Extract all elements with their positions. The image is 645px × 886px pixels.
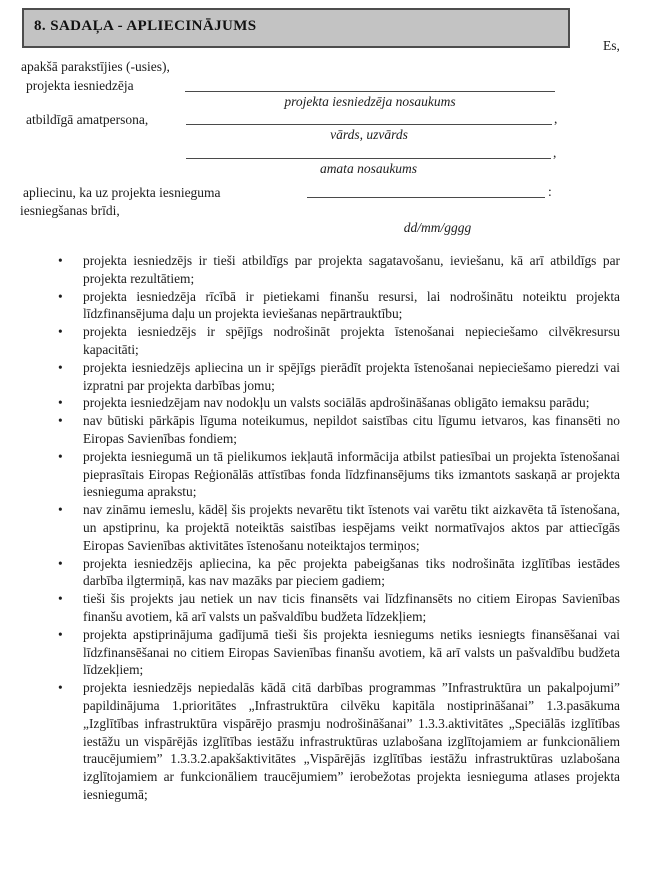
declaration-list (83, 252, 620, 804)
declaration-bullet: • projekta iesniedzējs ir tieši atbildīgs par projekta sagatavošanu, ieviešanu, kā arī atbildīgs par projekta rezultātiem; (83, 252, 620, 288)
declaration-bullet: • projekta iesniedzējs apliecina un ir spējīgs pierādīt projekta īstenošanai nepieciešamo pieredzi vai izpratni par projekta darbības jomu; (83, 359, 620, 395)
name-surname-caption: vārds, uzvārds (330, 127, 408, 142)
section-title: 8. SADAĻA - APLIECINĀJUMS (34, 18, 257, 34)
applicant-name-line (185, 78, 555, 92)
position-title-line (186, 145, 551, 159)
comma-mark: , (554, 111, 558, 126)
section-header-box (22, 8, 570, 48)
name-surname-line (186, 111, 552, 125)
declaration-bullet: • projekta iesniedzējs ir spējīgs nodrošināt projekta īstenošanai nepieciešamo cilvēkresursu kapacitāti; (83, 323, 620, 359)
position-title-caption: amata nosaukums (319, 161, 418, 176)
signed-below-label: apakšā parakstījies (-usies), (21, 59, 170, 74)
responsible-official-label: atbildīgā amatpersona, (26, 112, 149, 127)
applicant-label: projekta iesniedzēja (26, 78, 134, 93)
applicant-name-caption: projekta iesniedzēja nosaukums (284, 94, 456, 109)
declaration-bullet: • nav būtiski pārkāpis līguma noteikumus, nepildot saistības citu līgumu ietvaros, kas finansēti no Eiropas Savienības fondiem; (83, 412, 620, 448)
colon-mark: : (548, 184, 552, 199)
date-format-caption: dd/mm/gggg (403, 220, 472, 235)
certify-label-line2: iesniegšanas brīdi, (20, 203, 120, 218)
comma-mark: , (553, 145, 557, 160)
declaration-bullet: • nav zināmu iemeslu, kādēļ šis projekts nevarētu tikt īstenots vai varētu tikt aizkavēta tā īstenošana, un apstiprinu, ka projektā noteiktās saistības iespējams veikt normatīvajos aktos par attiecīgās Eiropas Savienības aktivitātes īstenošanu noteiktajos termiņos; (83, 501, 620, 554)
declaration-bullet: • projekta apstiprinājuma gadījumā tieši šis projekta iesniegums netiks iesniegts finansēšanai vai līdzfinansēšanai no citiem Eiropas Savienības finanšu avotiem, kā arī valsts un pašvaldību budžeta līdzekļiem; (83, 626, 620, 679)
intro-es-text: Es, (603, 38, 620, 53)
declaration-bullet: • projekta iesniedzējam nav nodokļu un valsts sociālās apdrošināšanas obligāto iemaksu parādu; (83, 394, 620, 412)
declaration-bullet: • projekta iesniedzēja rīcībā ir pietiekami finanšu resursi, lai nodrošinātu noteiktu projekta līdzfinansējuma daļu un projekta ieviešanas nepārtrauktību; (83, 288, 620, 324)
date-line (307, 184, 545, 198)
declaration-bullet: • projekta iesniegumā un tā pielikumos iekļautā informācija atbilst patiesībai un projekta īstenošanai pieprasītais Eiropas Reģionālās attīstības fonda līdzfinansējums tiks izmantots saskaņā ar projekta iesnieguma aprakstu; (83, 448, 620, 501)
declaration-bullet: • tieši šis projekts jau netiek un nav ticis finansēts vai līdzfinansēts no citiem Eiropas Savienības finanšu avotiem, kā arī valsts un pašvaldību budžeta līdzekļiem; (83, 590, 620, 626)
declaration-bullet: • projekta iesniedzējs nepiedalās kādā citā darbības programmas ”Infrastruktūra un pakalpojumi” papildinājuma 1.prioritātes „Infrastruktūra cilvēku kapitāla nostiprināšanai” 1.3.pasākuma „Izglītības infrastruktūra vispārējo prasmju nodrošināšanai” 1.3.3.aktivitātes „Speciālās izglītības iestāžu un vispārējās izglītības iestāžu infrastruktūras uzlabošana izglītojamiem ar funkcionāliem traucējumiem” 1.3.3.2.apakšaktivitātes „Vispārējās izglītības iestāžu infrastruktūras uzlabošana izglītojamiem ar funkcionāliem traucējumiem” ierobežotas projekta iesnieguma atlases projekta iesniegumā; (83, 679, 620, 804)
certify-label-line1: apliecinu, ka uz projekta iesnieguma (23, 185, 221, 200)
declaration-bullet: • projekta iesniedzējs apliecina, ka pēc projekta pabeigšanas tiks nodrošināta izglītības iestādes darbība ilgtermiņā, kas nav mazāks par pieciem gadiem; (83, 555, 620, 591)
